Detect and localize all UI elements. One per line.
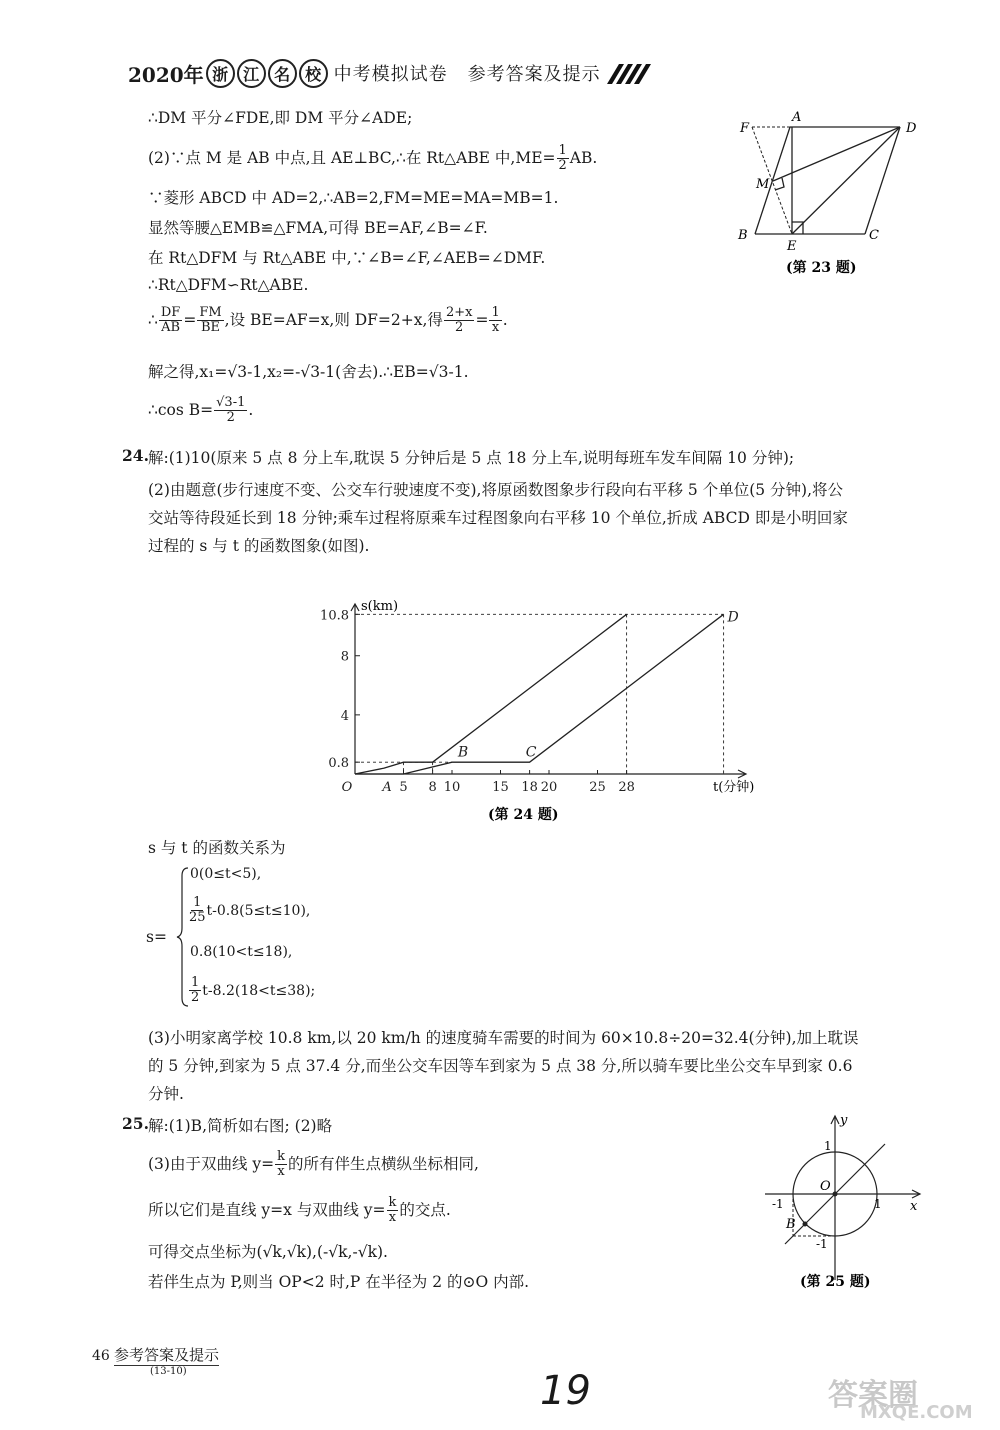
handwritten-number: 19 (540, 1368, 591, 1414)
label-y: y (840, 1113, 848, 1128)
period: . (248, 400, 254, 419)
question-number: 24. (122, 446, 149, 465)
x-tick-label: 15 (492, 780, 509, 795)
q23-line-6: ∴Rt△DFM∽Rt△ABE. (148, 276, 309, 294)
q23-cos-text: ∴cos B= (148, 400, 214, 419)
q25-line-5: 若伴生点为 P,则当 OP<2 时,P 在半径为 2 的⊙O 内部. (148, 1273, 530, 1291)
point-label: D (727, 609, 739, 626)
point-b-dot (803, 1222, 808, 1227)
q24-chart (320, 582, 760, 827)
fraction-den: x (277, 1164, 285, 1180)
page-header (128, 56, 601, 90)
q23-line-2-text: (2)∵点 M 是 AB 中点,且 AE⊥BC,∴在 Rt△ABE 中,ME= (148, 148, 556, 167)
x-tick-label: 5 (399, 780, 408, 795)
x-tick-label: 18 (521, 780, 538, 795)
y-axis-label: s(km) (361, 599, 399, 614)
q25-line-2 (148, 1150, 479, 1180)
q23-line-3: ∵菱形 ABCD 中 AD=2,∴AB=2,FM=ME=MA=MB=1. (148, 189, 559, 207)
fraction (557, 144, 569, 174)
label-f: F (740, 121, 750, 136)
label-b: B (786, 1217, 796, 1232)
q24-line-6: (3)小明家离学校 10.8 km,以 20 km/h 的速度骑车需要的时间为 60×10.8÷20=32.4(分钟),加上耽误 (148, 1029, 859, 1047)
period: . (502, 310, 508, 329)
q23-caption: (第 23 题) (786, 260, 857, 274)
q24-line-3: 交站等待段延长到 18 分钟;乘车过程将原乘车过程图象向右平移 10 个单位,折成 ABCD 即是小明回家 (148, 509, 848, 527)
series-line-1 (355, 614, 627, 774)
q23-line-9 (148, 396, 253, 426)
fraction-num: 1 (491, 305, 500, 320)
equals: = (183, 310, 197, 329)
q25-line-1: 解:(1)B,简析如右图; (2)略 (148, 1117, 333, 1135)
q25-line-3-text: 所以它们是直线 y=x 与双曲线 y= (148, 1200, 386, 1219)
label-b: B (738, 228, 748, 243)
q23-line-4: 显然等腰△EMB≌△FMA,可得 BE=AF,∠B=∠F. (148, 219, 488, 237)
q23-line-1: ∴DM 平分∠FDE,即 DM 平分∠ADE; (148, 109, 413, 127)
fraction-den: BE (200, 320, 221, 336)
piece-2 (188, 896, 310, 926)
tick-m1-bottom: -1 (816, 1237, 828, 1251)
x-tick-label: 25 (589, 780, 606, 795)
header-circle-2: 江 (237, 59, 266, 88)
equals: = (475, 310, 489, 329)
x-tick-label: 10 (443, 780, 461, 795)
fraction-den: x (491, 320, 500, 336)
y-tick-label: 8 (340, 649, 349, 665)
q25-line-3 (148, 1196, 451, 1226)
q23-line-2-end: AB. (569, 148, 598, 167)
header-title: 中考模拟试卷 (333, 64, 448, 85)
x-tick-label: O (341, 780, 353, 795)
header-circle-1: 浙 (206, 59, 235, 88)
x-tick-label: 28 (618, 780, 635, 795)
point-label: C (525, 744, 537, 761)
tick-m1-left: -1 (772, 1197, 784, 1211)
piece-3: 0.8(10<t≤18), (190, 944, 293, 960)
header-circle-4: 校 (299, 59, 328, 88)
watermark-url: MXQE.COM (860, 1402, 973, 1423)
label-m: M (756, 177, 770, 192)
q25-figure (760, 1110, 930, 1290)
fraction-num: DF (160, 305, 181, 320)
fraction (197, 306, 223, 336)
q24-line-5: s 与 t 的函数关系为 (148, 839, 286, 857)
q25-number (122, 1114, 149, 1133)
fraction (189, 976, 201, 1006)
point-label: B (457, 744, 469, 761)
fraction-den: 2 (558, 158, 567, 174)
q23-figure (730, 104, 930, 274)
tick-1-right: 1 (874, 1197, 882, 1211)
fraction-num: 2+x (445, 305, 473, 320)
fraction-num: k (388, 1195, 397, 1210)
q25-line-4: 可得交点坐标为(√k,√k),(-√k,-√k). (148, 1243, 388, 1261)
fraction-den: 2 (226, 410, 235, 426)
q24-number (122, 446, 149, 465)
label-e: E (787, 239, 797, 254)
q24-line-1: 解:(1)10(原来 5 点 8 分上车,耽误 5 分钟后是 5 点 18 分上车,说明每班车发车间隔 10 分钟); (148, 449, 795, 467)
fraction-num: 1 (558, 143, 567, 158)
footer-text: 参考答案及提示 (114, 1346, 220, 1364)
q23-line-7-text: ,设 BE=AF=x,则 DF=2+x,得 (224, 310, 443, 329)
piecewise-s: s= (146, 928, 167, 946)
fraction (214, 396, 247, 426)
label-d: D (906, 121, 917, 136)
q24-line-4: 过程的 s 与 t 的函数图象(如图). (148, 537, 370, 555)
header-year: 2020年 (128, 62, 204, 87)
page-number: 46 (92, 1348, 110, 1364)
fraction (275, 1150, 287, 1180)
fraction-den: 2 (191, 990, 200, 1006)
label-o: O (820, 1179, 831, 1194)
q24-caption: (第 24 题) (488, 807, 559, 823)
fraction-den: 25 (189, 910, 206, 926)
piece-1: 0(0≤t<5), (190, 866, 262, 882)
fraction-num: FM (199, 305, 222, 320)
header-circle-3: 名 (268, 59, 297, 88)
fraction-num: 1 (191, 975, 200, 990)
x-tick-label: A (382, 780, 392, 795)
fraction (444, 306, 475, 336)
q25-line-3-end: 的交点. (399, 1200, 451, 1219)
y-tick-label: 0.8 (328, 756, 349, 772)
x-axis-label: t(分钟) (713, 780, 755, 795)
label-a: A (792, 110, 802, 125)
watermark-logo: 答案圈 (828, 1378, 918, 1413)
fraction-den: AB (161, 320, 181, 336)
fraction-num: √3-1 (216, 395, 246, 410)
header-subtitle: 参考答案及提示 (467, 64, 601, 85)
q25-line-2-text: (3)由于双曲线 y= (148, 1154, 275, 1173)
fraction (189, 896, 206, 926)
q23-line-5: 在 Rt△DFM 与 Rt△ABE 中,∵∠B=∠F,∠AEB=∠DMF. (148, 249, 546, 267)
fraction (159, 306, 182, 336)
piece-4-text: t-8.2(18<t≤38); (202, 982, 316, 999)
q23-line-8: 解之得,x₁=√3-1,x₂=-√3-1(舍去).∴EB=√3-1. (148, 363, 469, 381)
q25-caption: (第 25 题) (800, 1274, 871, 1290)
fraction (489, 306, 501, 336)
q23-therefore: ∴ (148, 310, 158, 329)
question-number: 25. (122, 1114, 149, 1133)
origin-dot (833, 1192, 838, 1197)
fraction-den: 2 (455, 320, 464, 336)
series-line-2 (355, 614, 724, 774)
label-c: C (869, 228, 879, 243)
label-x: x (910, 1199, 918, 1214)
piece-2-text: t-0.8(5≤t≤10), (206, 902, 311, 919)
header-stripe-icon (606, 62, 652, 86)
y-tick-label: 4 (340, 708, 349, 724)
q24-line-7: 的 5 分钟,到家为 5 点 37.4 分,而坐公交车因等车到家为 5 点 38 分,所以骑车要比坐公交车早到家 0.6 (148, 1057, 853, 1075)
tick-1-top: 1 (824, 1139, 832, 1153)
footer-code: (13-10) (150, 1366, 187, 1377)
piece-4 (188, 976, 315, 1006)
q24-line-2: (2)由题意(步行速度不变、公交车行驶速度不变),将原函数图象步行段向右平移 5 个单位(5 分钟),将公 (148, 481, 844, 499)
fraction-num: k (277, 1149, 286, 1164)
x-tick-label: 8 (428, 780, 437, 795)
fraction-den: x (388, 1210, 397, 1226)
q25-line-2-end: 的所有伴生点横纵坐标相同, (288, 1154, 479, 1173)
q23-line-2 (148, 144, 597, 174)
q23-line-7 (148, 306, 508, 336)
q24-line-8: 分钟. (148, 1085, 184, 1103)
x-tick-label: 20 (540, 780, 558, 795)
y-tick-label: 10.8 (320, 608, 349, 624)
fraction (387, 1196, 399, 1226)
fraction-num: 1 (193, 895, 202, 910)
